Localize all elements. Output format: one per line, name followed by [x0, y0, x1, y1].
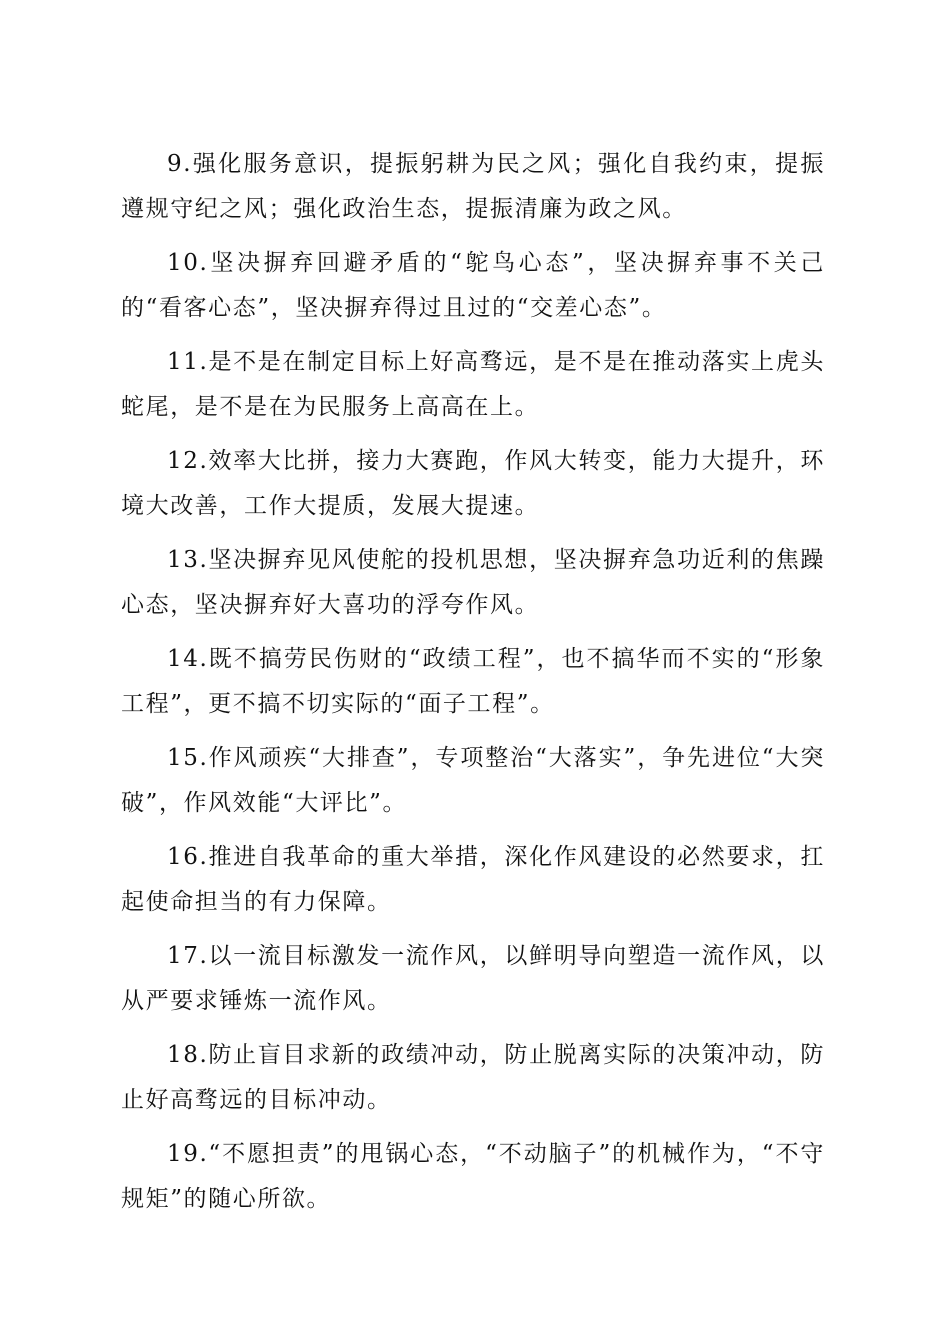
paragraph-16: 16.推进自我革命的重大举措，深化作风建设的必然要求，扛起使命担当的有力保障。 — [121, 844, 825, 915]
paragraph-13: 13.坚决摒弃见风使舵的投机思想，坚决摒弃急功近利的焦躁心态，坚决摒弃好大喜功的浮夸作风。 — [121, 547, 825, 618]
paragraph-9: 9.强化服务意识，提振躬耕为民之风；强化自我约束，提振遵规守纪之风；强化政治生态，提振清廉为政之风。 — [121, 151, 825, 222]
paragraph-19: 19.“不愿担责”的甩锅心态，“不动脑子”的机械作为，“不守规矩”的随心所欲。 — [121, 1141, 825, 1212]
paragraph-18: 18.防止盲目求新的政绩冲动，防止脱离实际的决策冲动，防止好高骛远的目标冲动。 — [121, 1042, 825, 1113]
paragraph-15: 15.作风顽疾“大排查”，专项整治“大落实”，争先进位“大突破”，作风效能“大评比”。 — [121, 745, 825, 816]
paragraph-10: 10.坚决摒弃回避矛盾的“鸵鸟心态”，坚决摒弃事不关己的“看客心态”，坚决摒弃得过且过的“交差心态”。 — [121, 250, 825, 321]
paragraph-11: 11.是不是在制定目标上好高骛远，是不是在推动落实上虎头蛇尾，是不是在为民服务上高高在上。 — [121, 349, 825, 420]
paragraph-12: 12.效率大比拼，接力大赛跑，作风大转变，能力大提升，环境大改善，工作大提质，发展大提速。 — [121, 448, 825, 519]
document-body — [121, 142, 825, 1231]
paragraph-17: 17.以一流目标激发一流作风，以鲜明导向塑造一流作风，以从严要求锤炼一流作风。 — [121, 943, 825, 1014]
paragraph-14: 14.既不搞劳民伤财的“政绩工程”，也不搞华而不实的“形象工程”，更不搞不切实际的“面子工程”。 — [121, 646, 825, 717]
